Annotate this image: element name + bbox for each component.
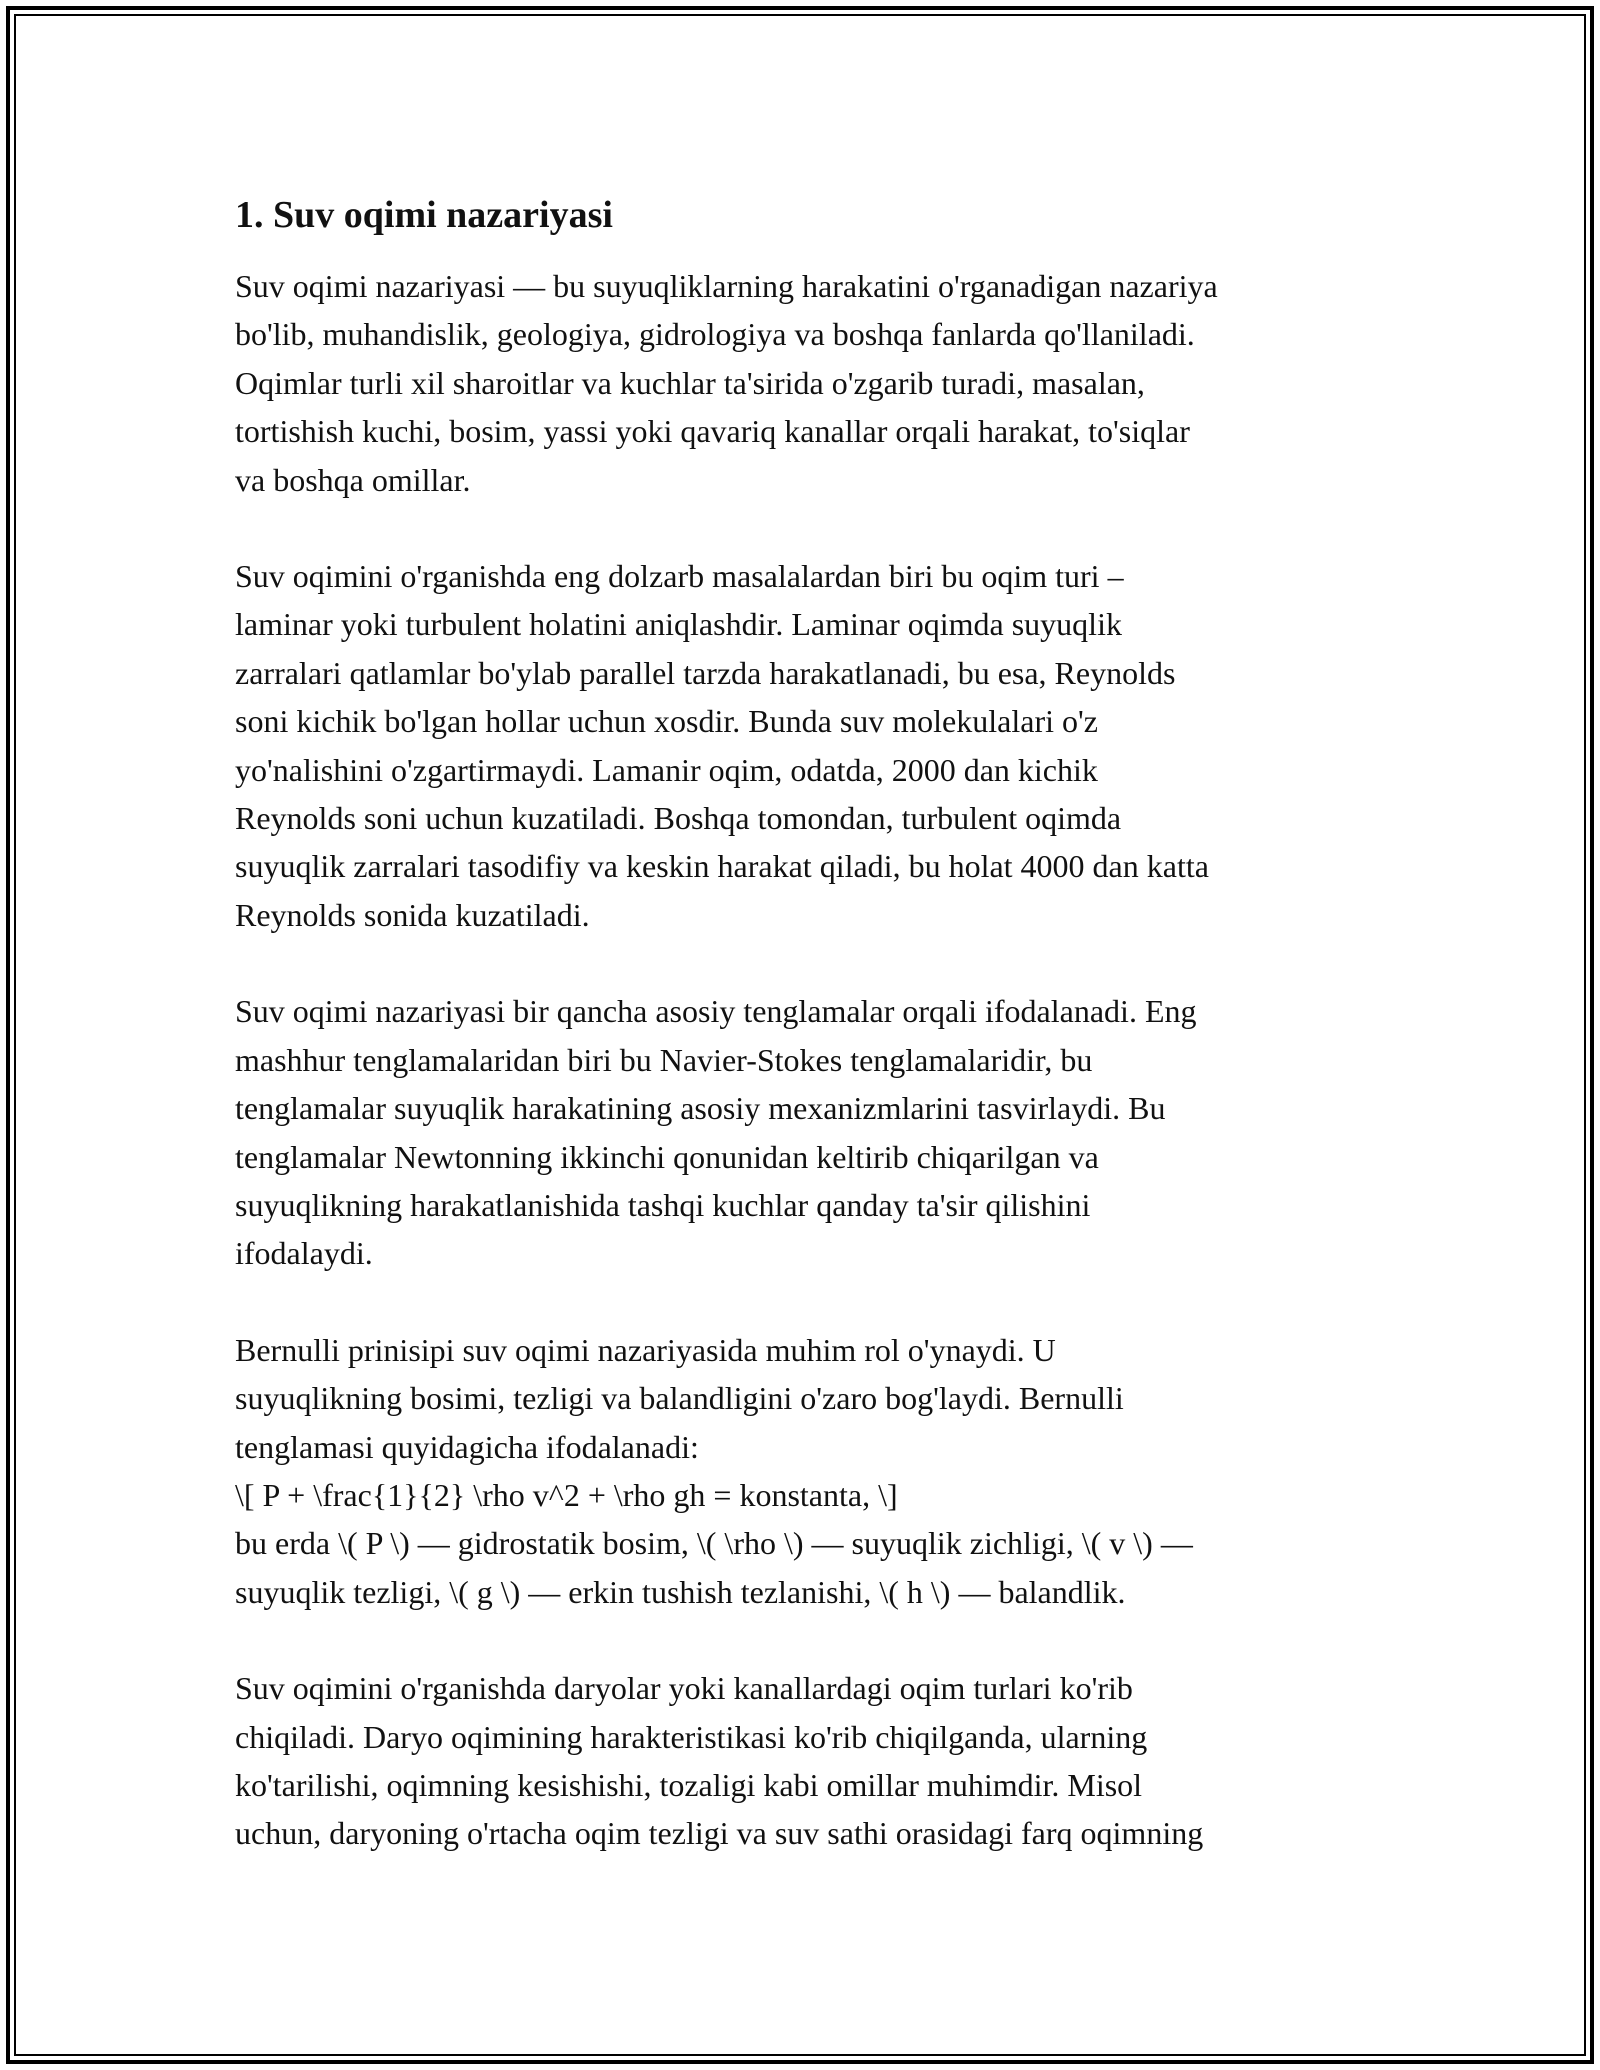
text-line: tenglamasi quyidagicha ifodalanadi: [235, 1428, 699, 1465]
text-line: bo'lib, muhandislik, geologiya, gidrologiya va boshqa fanlarda qo'llaniladi. [235, 316, 1195, 353]
text-line: bu erda \( P \) — gidrostatik bosim, \( \rho \) — suyuqlik zichligi, \( v \) — [235, 1525, 1193, 1562]
text-line: uchun, daryoning o'rtacha oqim tezligi va suv sathi orasidagi farq oqimning [235, 1815, 1204, 1852]
text-line: suyuqlik tezligi, \( g \) — erkin tushish tezlanishi, \( h \) — balandlik. [235, 1573, 1126, 1610]
text-line: suyuqlikning bosimi, tezligi va balandligini o'zaro bog'laydi. Bernulli [235, 1380, 1124, 1417]
text-line: ko'tarilishi, oqimning kesishishi, tozaligi kabi omillar muhimdir. Misol [235, 1766, 1143, 1803]
text-line: suyuqlik zarralari tasodifiy va keskin harakat qiladi, bu holat 4000 dan katta [235, 848, 1209, 885]
text-line: Oqimlar turli xil sharoitlar va kuchlar ta'sirida o'zgarib turadi, masalan, [235, 364, 1145, 401]
document-body [235, 190, 1370, 1906]
text-line: va boshqa omillar. [235, 461, 471, 498]
text-line: tortishish kuchi, bosim, yassi yoki qavariq kanallar orqali harakat, to'siqlar [235, 413, 1190, 450]
text-line: Suv oqimi nazariyasi bir qancha asosiy tenglamalar orqali ifodalanadi. Eng [235, 993, 1197, 1030]
text-line: Suv oqimini o'rganishda daryolar yoki kanallardagi oqim turlari ko'rib [235, 1670, 1133, 1707]
paragraph-intro [235, 262, 1370, 504]
text-line: zarralari qatlamlar bo'ylab parallel tarzda harakatlanadi, bu esa, Reynolds [235, 654, 1176, 691]
text-line: Suv oqimi nazariyasi — bu suyuqliklarning harakatini o'rganadigan nazariya [235, 268, 1218, 304]
text-line: Bernulli prinisipi suv oqimi nazariyasida muhim rol o'ynaydi. U [235, 1331, 1056, 1368]
text-line: Suv oqimini o'rganishda eng dolzarb masalalardan biri bu oqim turi – [235, 558, 1124, 595]
text-line: Reynolds soni uchun kuzatiladi. Boshqa tomondan, turbulent oqimda [235, 800, 1122, 837]
formula-line: \[ P + \frac{1}{2} \rho v^2 + \rho gh = konstanta, \] [235, 1476, 898, 1513]
paragraph-bernoulli [235, 1326, 1370, 1616]
section-heading: 1. Suv oqimi nazariyasi [235, 194, 613, 236]
text-line: chiqiladi. Daryo oqimining harakteristikasi ko'rib chiqilganda, ularning [235, 1718, 1148, 1755]
text-line: suyuqlikning harakatlanishida tashqi kuchlar qanday ta'sir qilishini [235, 1186, 1091, 1223]
paragraph-rivers [235, 1664, 1370, 1858]
text-line: tenglamalar Newtonning ikkinchi qonunidan keltirib chiqarilgan va [235, 1138, 1099, 1175]
text-line: soni kichik bo'lgan hollar uchun xosdir. Bunda suv molekulalari o'z [235, 703, 1098, 740]
paragraph-equations [235, 987, 1370, 1277]
text-line: mashhur tenglamalaridan biri bu Navier-Stokes tenglamalaridir, bu [235, 1041, 1093, 1078]
text-line: Reynolds sonida kuzatiladi. [235, 896, 590, 933]
text-line: laminar yoki turbulent holatini aniqlashdir. Laminar oqimda suyuqlik [235, 606, 1122, 643]
paragraph-flow-types [235, 552, 1370, 939]
text-line: ifodalaydi. [235, 1235, 373, 1272]
text-line: yo'nalishini o'zgartirmaydi. Lamanir oqim, odatda, 2000 dan kichik [235, 751, 1098, 788]
text-line: tenglamalar suyuqlik harakatining asosiy mexanizmlarini tasvirlaydi. Bu [235, 1090, 1166, 1127]
